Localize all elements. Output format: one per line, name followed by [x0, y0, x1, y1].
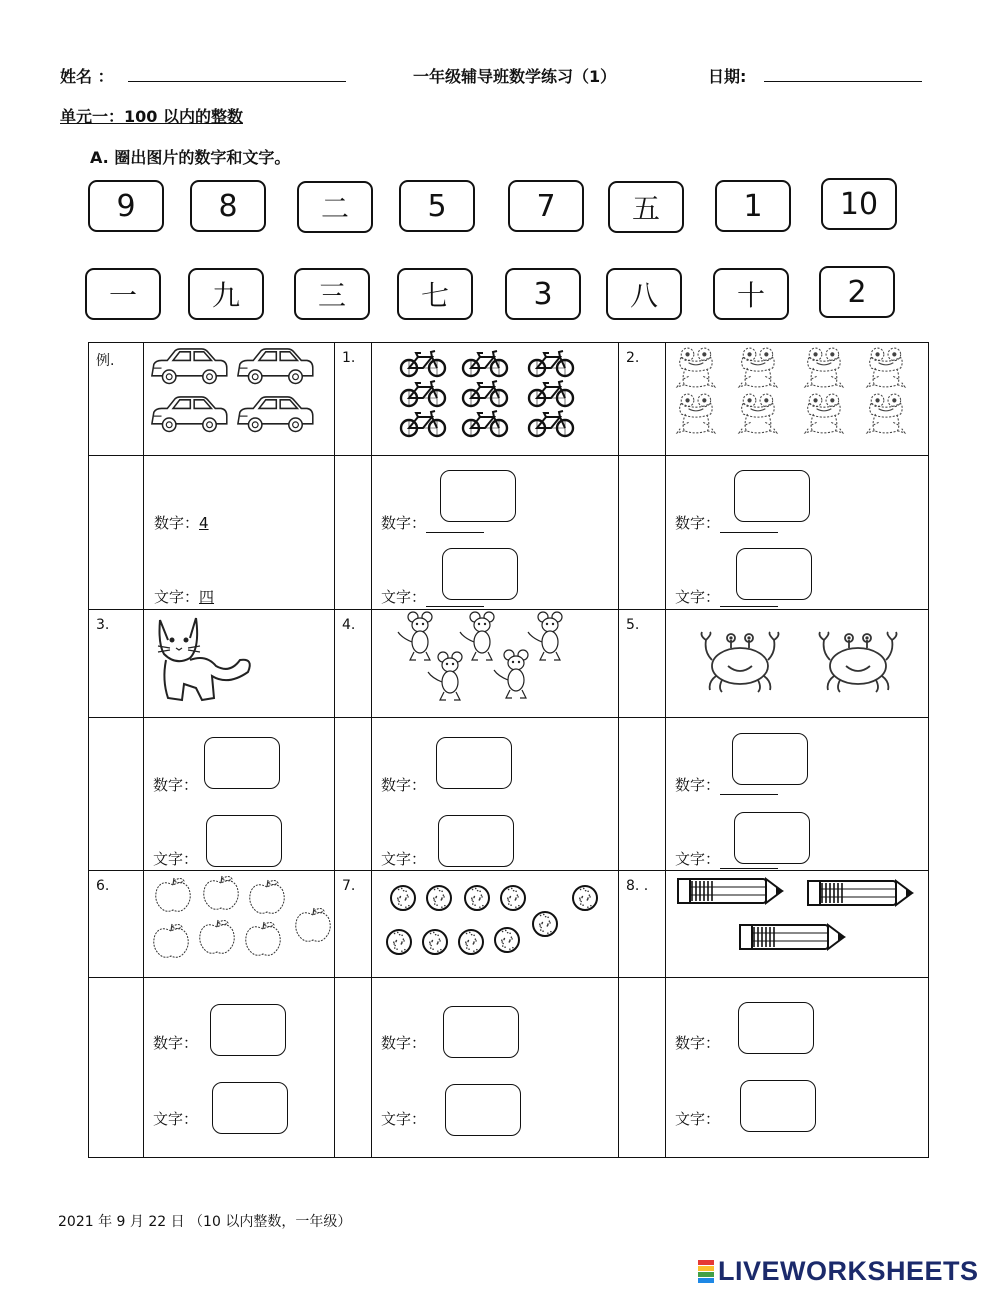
example-picture-cell [144, 343, 335, 456]
footer-note: 2021 年 9 月 22 日 （10 以内整数，一年级） [58, 1214, 352, 1230]
crab-icon [702, 632, 779, 692]
cell-4-picture-cell [372, 610, 619, 718]
word-label: 文字： [675, 1110, 721, 1128]
mouse-icon [428, 652, 462, 700]
tile-qi[interactable]: 七 [397, 268, 473, 320]
pencil-icon [808, 881, 914, 905]
orange-icon [465, 886, 489, 910]
date-field[interactable] [764, 60, 922, 82]
tile-7[interactable]: 7 [508, 180, 584, 232]
cell-2-number-answer-box[interactable] [734, 470, 810, 522]
word-label: 文字： [381, 850, 427, 868]
bicycle-icon [529, 411, 573, 436]
frog-icon [739, 348, 777, 387]
cell-8-picture-cell [666, 871, 929, 978]
cell-6-picture-cell [144, 871, 335, 978]
apple-icon [154, 924, 188, 957]
car-icon [238, 397, 313, 432]
pencil-icon [740, 925, 846, 949]
cell-8-number-answer-box[interactable] [738, 1002, 814, 1054]
orange-icon [495, 928, 519, 952]
crabs-picture [666, 610, 929, 713]
liveworksheets-logo-icon [696, 1259, 718, 1285]
cell-1-marker: 1. [342, 350, 356, 366]
cell-2-picture-cell [666, 343, 929, 456]
cell-3-word-answer-box[interactable] [206, 815, 282, 867]
bicycle-icon [463, 351, 507, 376]
logo-block [698, 1278, 714, 1283]
frog-icon [867, 394, 905, 433]
liveworksheets-brand[interactable] [696, 1256, 979, 1287]
unit-title: 单元一：100 以内的整数 [60, 107, 243, 126]
tile-1[interactable]: 1 [715, 180, 791, 232]
cell-2-marker-cell [619, 343, 666, 456]
tile-9[interactable]: 9 [88, 180, 164, 232]
cell-2-answer-cell [666, 456, 929, 610]
cell-6-answer-cell [144, 978, 335, 1158]
date-label: 日期: [708, 67, 747, 86]
tile-ba[interactable]: 八 [606, 268, 682, 320]
cell-2-word-answer-box[interactable] [736, 548, 812, 600]
mouse-icon [494, 650, 528, 698]
name-label: 姓名 ： [60, 67, 114, 86]
example-answer-cell [144, 456, 335, 610]
number-label: 数字： [381, 514, 427, 532]
bicycle-icon [401, 381, 445, 406]
number-label: 数字： [154, 514, 200, 532]
cell-5-number-answer-box[interactable] [732, 733, 808, 785]
cell-1-word-answer-box[interactable] [442, 548, 518, 600]
apple-icon [246, 922, 280, 955]
orange-icon [391, 886, 415, 910]
tile-wu[interactable]: 五 [608, 181, 684, 233]
bicycle-icon [529, 381, 573, 406]
cell-1-marker-cell [335, 343, 372, 456]
apple-icon [296, 908, 330, 941]
orange-icon [423, 930, 447, 954]
cell-7-picture-cell [372, 871, 619, 978]
cell-8-marker: 8. . [626, 878, 649, 894]
tile-er[interactable]: 二 [297, 181, 373, 233]
bicycle-icon [401, 351, 445, 376]
example-number-line [154, 512, 209, 533]
frog-icon [805, 348, 843, 387]
example-number-value: 4 [199, 514, 209, 532]
apples-picture [144, 871, 335, 973]
bicycle-icon [401, 411, 445, 436]
mouse-icon [398, 612, 432, 660]
brand-name: LIVEWORKSHEETS [718, 1256, 979, 1286]
bicycle-icon [463, 381, 507, 406]
word-label: 文字： [675, 588, 721, 606]
tile-5[interactable]: 5 [399, 180, 475, 232]
apple-icon [250, 880, 284, 913]
cell-7-marker: 7. [342, 878, 356, 894]
tile-yi[interactable]: 一 [85, 268, 161, 320]
tile-2[interactable]: 2 [819, 266, 895, 318]
word-label: 文字： [381, 1110, 427, 1128]
example-word-line [154, 586, 214, 607]
example-marker: 例. [96, 353, 115, 369]
cell-4-number-answer-box[interactable] [436, 737, 512, 789]
apple-icon [204, 876, 238, 909]
exercise-table [88, 342, 929, 1158]
tile-10[interactable]: 10 [821, 178, 897, 230]
cell-1-answer-cell [372, 456, 619, 610]
name-field[interactable] [128, 60, 346, 82]
orange-icon [573, 886, 597, 910]
tile-san[interactable]: 三 [294, 268, 370, 320]
cell-8-answer-cell [666, 978, 929, 1158]
oranges-picture [372, 871, 619, 973]
number-label: 数字： [675, 776, 721, 794]
apple-icon [156, 878, 190, 911]
cell-5-picture-cell [666, 610, 929, 718]
cell-5-answer-cell [666, 718, 929, 871]
cell-5-marker: 5. [626, 617, 640, 633]
word-label: 文字： [154, 588, 200, 606]
car-icon [152, 349, 227, 384]
bicycles-picture [372, 343, 619, 451]
tile-8[interactable]: 8 [190, 180, 266, 232]
car-icon [238, 349, 313, 384]
frog-icon [805, 394, 843, 433]
number-label: 数字： [675, 514, 721, 532]
tile-shi[interactable]: 十 [713, 268, 789, 320]
orange-icon [533, 912, 557, 936]
tile-jiu[interactable]: 九 [188, 268, 264, 320]
car-icon [152, 397, 227, 432]
cars-picture [144, 343, 335, 451]
apple-icon [200, 920, 234, 953]
frogs-picture [666, 343, 929, 451]
cell-1-number-answer-box[interactable] [440, 470, 516, 522]
frog-icon [677, 348, 715, 387]
section-a-instruction: A. 圈出图片的数字和文字。 [90, 148, 291, 167]
logo-block [698, 1266, 714, 1271]
frog-icon [867, 348, 905, 387]
logo-block [698, 1260, 714, 1265]
word-label: 文字： [381, 588, 427, 606]
cell-1-picture-cell [372, 343, 619, 456]
cell-6-marker: 6. [96, 878, 110, 894]
cell-3-number-answer-box[interactable] [204, 737, 280, 789]
number-label: 数字： [153, 1034, 199, 1052]
orange-icon [427, 886, 451, 910]
pencils-picture [666, 871, 929, 973]
orange-icon [387, 930, 411, 954]
cell-2-marker: 2. [626, 350, 640, 366]
word-label: 文字： [153, 850, 199, 868]
cell-8-word-answer-box[interactable] [740, 1080, 816, 1132]
crab-icon [820, 632, 897, 692]
cell-5-word-answer-box[interactable] [734, 812, 810, 864]
orange-icon [501, 886, 525, 910]
mouse-icon [528, 612, 562, 660]
word-label: 文字： [153, 1110, 199, 1128]
tile-3[interactable]: 3 [505, 268, 581, 320]
cat-icon [158, 618, 250, 700]
cell-4-word-answer-box[interactable] [438, 815, 514, 867]
bicycle-icon [529, 351, 573, 376]
cell-4-answer-cell [372, 718, 619, 871]
cell-7-word-answer-box[interactable] [445, 1084, 521, 1136]
number-label: 数字： [153, 776, 199, 794]
cell-7-number-answer-box[interactable] [443, 1006, 519, 1058]
example-marker-cell [89, 343, 144, 456]
pencil-icon [678, 879, 784, 903]
cell-3-picture-cell [144, 610, 335, 718]
frog-icon [739, 394, 777, 433]
mouse-icon [460, 612, 494, 660]
number-label: 数字： [675, 1034, 721, 1052]
mice-picture [372, 610, 619, 713]
number-label: 数字： [381, 776, 427, 794]
frog-icon [677, 394, 715, 433]
cat-picture [144, 610, 335, 713]
word-label: 文字： [675, 850, 721, 868]
cell-3-answer-cell [144, 718, 335, 871]
logo-block [698, 1272, 714, 1277]
cell-3-marker: 3. [96, 617, 110, 633]
page-title: 一年级辅导班数学练习（1） [413, 67, 617, 86]
example-word-value: 四 [199, 588, 215, 606]
cell-4-marker: 4. [342, 617, 356, 633]
cell-6-number-answer-box[interactable] [210, 1004, 286, 1056]
cell-6-word-answer-box[interactable] [212, 1082, 288, 1134]
bicycle-icon [463, 411, 507, 436]
number-label: 数字： [381, 1034, 427, 1052]
orange-icon [459, 930, 483, 954]
cell-7-answer-cell [372, 978, 619, 1158]
